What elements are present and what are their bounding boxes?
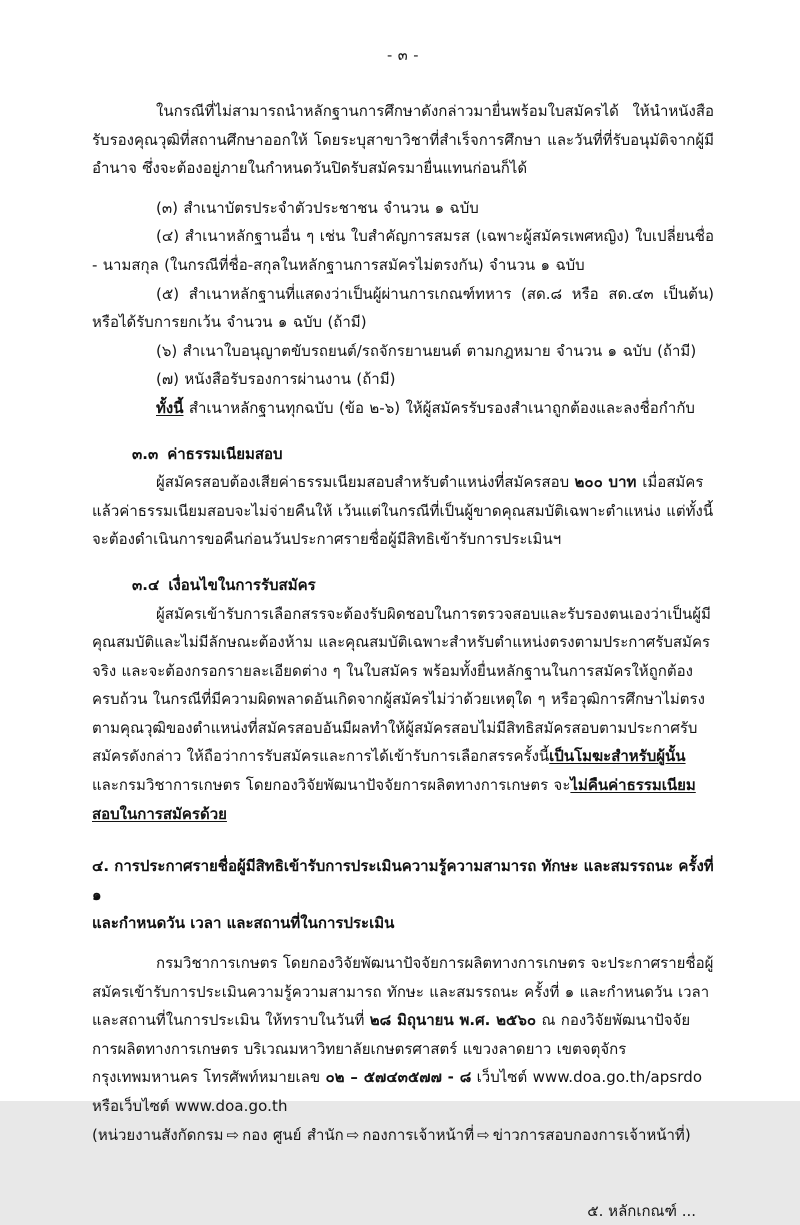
spacer	[92, 938, 714, 949]
navigation-path	[92, 1121, 714, 1150]
list-item-text: สำเนาหลักฐานอื่น ๆ เช่น ใบสำคัญการสมรส (เฉพาะผู้สมัครเพศหญิง) ใบเปลี่ยนชื่อ - นามสกุล (ในกรณีที่ชื่อ-สกุลในหลักฐานการสมัครไม่ตรงกัน) จำนวน ๑ ฉบับ	[92, 227, 714, 274]
list-item-marker: (๗)	[156, 370, 179, 389]
section-number: ๓.๔	[132, 575, 160, 594]
list-closing-prefix: ทั้งนี้	[156, 398, 184, 417]
nav-path-step1: กอง ศูนย์ สำนัก	[242, 1125, 344, 1144]
website-label-2: หรือเว็บไซต์	[92, 1097, 175, 1115]
section-title: ค่าธรรมเนียมสอบ	[167, 444, 283, 463]
intro-paragraph: ในกรณีที่ไม่สามารถนำหลักฐานการศึกษาดังกล่าวมายื่นพร้อมใบสมัครได้ ให้นำหนังสือรับรองคุณวุฒิที่สถานศึกษาออกให้ โดยระบุสาขาวิชาที่สำเร็จการศึกษา และวันที่ที่รับอนุมัติจากผู้มีอำนาจ ซึ่งจะต้องอยู่ภายในกำหนดวันปิดรับสมัครมายื่นแทนก่อนก็ได้	[92, 102, 714, 178]
arrow-right-icon: ⇨	[226, 1125, 240, 1144]
list-item-text: สำเนาบัตรประจำตัวประชาชน จำนวน ๑ ฉบับ	[183, 198, 479, 217]
section-title: เงื่อนไขในการรับสมัคร	[168, 575, 316, 594]
fee-body-part2: เมื่อสมัครแล้วค่าธรรมเนียมสอบจะไม่จ่ายคืนให้ เว้นแต่ในกรณีที่เป็นผู้ขาดคุณสมบัติเฉพาะตำแหน่ง แต่ทั้งนี้จะต้องดำเนินการขอคืนก่อนวันประกาศรายชื่อผู้มีสิทธิเข้ารับการประเมินฯ	[92, 473, 714, 549]
list-item-text: สำเนาหลักฐานที่แสดงว่าเป็นผู้ผ่านการเกณฑ์ทหาร (สด.๘ หรือ สด.๔๓ เป็นต้น) หรือได้รับการยกเว้น จำนวน ๑ ฉบับ (ถ้ามี)	[92, 284, 714, 332]
spacer	[92, 423, 714, 440]
fee-unit: บาท	[602, 473, 643, 492]
list-item-marker: (๖)	[156, 341, 178, 360]
section-heading-4	[92, 852, 714, 938]
list-item	[92, 337, 714, 366]
list-item-text: หนังสือรับรองการผ่านงาน (ถ้ามี)	[184, 370, 396, 389]
list-closing-note	[92, 394, 714, 423]
section-3-4-body	[92, 600, 714, 829]
section-number: ๔.	[92, 857, 110, 876]
arrow-right-icon: ⇨	[346, 1125, 360, 1144]
spacer	[92, 554, 714, 571]
nav-path-step3: ข่าวการสอบกองการเจ้าหน้าที่)	[492, 1125, 691, 1144]
contact-phone: ๐๒ – ๕๗๔๓๕๗๗ - ๘	[325, 1068, 472, 1087]
spacer	[92, 1173, 714, 1197]
section-heading-line2: และกำหนดวัน เวลา และสถานที่ในการประเมิน	[92, 914, 395, 933]
page-content-area	[92, 44, 714, 1221]
list-item-marker: (๔)	[156, 227, 180, 246]
spacer	[92, 828, 714, 852]
announcement-body-part2: ณ กองวิจัยพัฒนาปัจจัยการผลิตทางการเกษตร บริเวณมหาวิทยาลัยเกษตรศาสตร์ แขวงลาดยาว เขตจตุจักร กรุงเทพมหานคร โทรศัพท์หมายเลข	[92, 1011, 691, 1087]
list-item	[92, 222, 714, 279]
arrow-right-icon: ⇨	[477, 1125, 490, 1144]
list-item-text: สำเนาใบอนุญาตขับรถยนต์/รถจักรยานยนต์ ตามกฎหมาย จำนวน ๑ ฉบับ (ถ้ามี)	[182, 341, 697, 360]
list-item	[92, 280, 714, 337]
conditions-underlined-void: เป็นโมฆะสำหรับผู้นั้น	[549, 747, 686, 766]
section-3-3-body	[92, 468, 714, 554]
conditions-body-part2: และกรมวิชาการเกษตร โดยกองวิจัยพัฒนาปัจจัยการผลิตทางการเกษตร จะ	[92, 776, 571, 795]
list-item	[92, 194, 714, 223]
list-item-marker: (๓)	[156, 198, 178, 217]
website-url-doa[interactable]: www.doa.go.th	[174, 1097, 288, 1115]
spacer	[92, 1149, 714, 1173]
announcement-body-part1: กรมวิชาการเกษตร โดยกองวิจัยพัฒนาปัจจัยการผลิตทางการเกษตร จะประกาศรายชื่อผู้สมัครเข้ารับการประเมินความรู้ความสามารถ ทักษะ และสมรรถนะ ครั้งที่ ๑ และกำหนดวัน เวลา และสถานที่ในการประเมิน ให้ทราบในวันที่	[92, 954, 714, 1030]
nav-path-step2: กองการเจ้าหน้าที่	[362, 1125, 475, 1144]
page-continuation-note: ๕. หลักเกณฑ์ ...	[587, 1202, 696, 1221]
section-4-body	[92, 949, 714, 1121]
section-heading-3-4	[92, 571, 714, 600]
page-number: - ๓ -	[386, 48, 420, 64]
section-heading-line1: การประกาศรายชื่อผู้มีสิทธิเข้ารับการประเมินความรู้ความสามารถ ทักษะ และสมรรถนะ ครั้งที่ ๑	[92, 857, 714, 904]
website-url-apsrdo[interactable]: www.doa.go.th/apsrdo	[532, 1068, 703, 1087]
spacer	[92, 183, 714, 194]
section-number: ๓.๓	[132, 444, 159, 463]
announcement-date: ๒๘ มิถุนายน พ.ศ. ๒๕๖๐	[369, 1011, 537, 1030]
website-label-1: เว็บไซต์	[471, 1068, 533, 1087]
fee-body-part1: ผู้สมัครสอบต้องเสียค่าธรรมเนียมสอบสำหรับตำแหน่งที่สมัครสอบ	[156, 473, 575, 492]
section-heading-3-3	[92, 440, 714, 469]
list-item-marker: (๕)	[156, 284, 180, 303]
list-closing-text: สำเนาหลักฐานทุกฉบับ (ข้อ ๒-๖) ให้ผู้สมัครรับรองสำเนาถูกต้องและลงชื่อกำกับ	[188, 398, 695, 417]
fee-amount: ๒๐๐	[574, 473, 603, 492]
list-item	[92, 365, 714, 394]
conditions-body-part1: ผู้สมัครเข้ารับการเลือกสรรจะต้องรับผิดชอบในการตรวจสอบและรับรองตนเองว่าเป็นผู้มีคุณสมบัติและไม่มีลักษณะต้องห้าม และคุณสมบัติเฉพาะสำหรับตำแหน่งตรงตามประกาศรับสมัครจริง และจะต้องกรอกรายละเอียดต่าง ๆ ในใบสมัคร พร้อมทั้งยื่นหลักฐานในการสมัครให้ถูกต้องครบถ้วน ในกรณีที่มีความผิดพลาดอันเกิดจากผู้สมัครไม่ว่าด้วยเหตุใด ๆ หรือวุฒิการศึกษาไม่ตรงตามคุณวุฒิของตำแหน่งที่สมัครสอบอันมีผลทำให้ผู้สมัครสอบไม่มีสิทธิสมัครสอบตามประกาศรับสมัครดังกล่าว ให้ถือว่าการรับสมัครและการได้เข้ารับการเลือกสรรครั้งนี้	[92, 604, 711, 766]
conditions-underlined-norefund: ไม่คืนค่าธรรมเนียมสอบในการสมัครด้วย	[92, 776, 696, 823]
nav-path-prefix: (หน่วยงานสังกัดกรม	[92, 1125, 224, 1144]
